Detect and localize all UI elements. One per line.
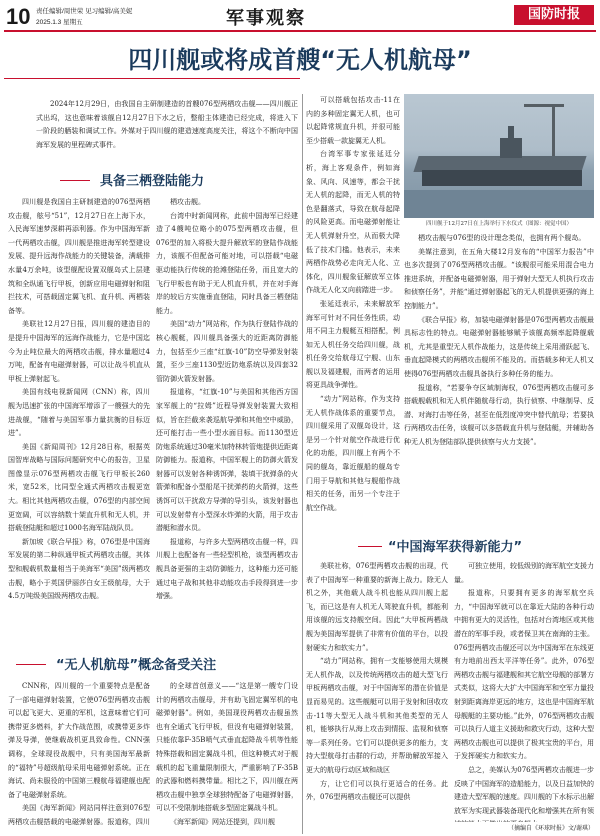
subhead-3: “中国海军获得新能力” [388, 540, 523, 555]
section1-col-d [404, 232, 594, 532]
subhead-rule [358, 546, 382, 547]
paragraph: 美媒注意到，在五角大楼12月发布的“中国军力报告”中也多次提到了076型两栖攻击舰。“该舰很可能采用混合电力推进系统，并配备电磁弹射器，用于弹射大型无人机执行攻击和侦察任务”，并能“通过弹射器起飞的无人机提供更强的海上控制能力”。 [404, 247, 594, 310]
section1-col-a [8, 196, 150, 612]
issue-date: 2025.1.3 星期五 [36, 19, 83, 26]
section1-col-b [156, 196, 298, 612]
paragraph: 美联社称，076型两栖攻击舰的出现，代表了中国海军一种重要的新海上战力。除无人机之外，其他载人战斗机也能从四川舰上起飞，而已这是有人机无人驾驶直升机，都能利用该舰的远支持舰空间。因此“大甲板两栖战舰为美国海军提供了非常有价值的平台，以投射硬实力和软实力”。 [306, 562, 448, 652]
paragraph: 张延廷表示，未来解放军海军可针对不同任务性质，动用不同主力舰艇互相搭配，例如无人机任务交给四川舰，战机任务交给航母辽宁舰、山东舰以及福建舰，而两者的运用将更具战争弹性。 [306, 299, 400, 390]
paragraph: 报道称，只要拥有更多的海军航空兵力，“中国海军就可以在靠近大陆的各种行动中拥有更大的灵活性，包括对台湾地区或其他潜在的军事手段，或者保卫其在南海的主张。076型两栖攻击舰还可以为中国海军在东线更有力地前出西太平洋等任务”。此外，076型两栖攻击舰与福建舰和其它航空母舰的部署方式类似，这将大大扩大中国海军和空军力量投射到距离海岸更远的地方，这也是中国海军航母舰艇的主要功能。”此外，076型两栖攻击舰可以执行人道主义援助和救灾行动，这种大型两栖攻击舰也可以提供了极其宝贵的平台，用于发挥硬实力和软实力。 [454, 589, 594, 761]
paragraph: 可独立使用，较低级别的海军航空支援力量。 [454, 562, 594, 584]
paragraph: 《联合早报》称，加装电磁弹射器是076型两栖攻击舰最具标志性的特点。电磁弹射器能够赋予该舰高频率起降舰载机，尤其是重型无人机作战能力，这是传统上采用滑跃起飞、垂直起降模式的两栖攻击舰所不能及的。而搭载多种无人机又使得076型两栖攻击舰具备执行多种任务的能力。 [404, 315, 594, 378]
photo-caption: 四川舰于12月27日在上海举行下水仪式（图源：视觉中国） [426, 221, 572, 227]
paragraph: 报道称，与许多大型两栖攻击舰一样，四川舰上也配备有一些轻型机枪，该型两栖攻击舰具备更强的主动防御能力，这种能力还可能通过电子战和其他非动能攻击手段得到进一步增强。 [156, 537, 298, 601]
ship-mast [508, 126, 514, 140]
editor-credits: 责任编辑/周世荣 见习编辑/高美妮 [36, 8, 133, 15]
column-divider [302, 94, 303, 834]
section3-col-c [306, 560, 448, 830]
crane-arm [524, 104, 564, 107]
header-rule [4, 30, 596, 32]
subhead-2: “无人机航母”概念备受关注 [56, 658, 217, 673]
paragraph: 报道称，“红旗-10”与美国和其他西方国家军舰上的“拉姆”近程导弹发射装置大致相似，旨在拦截来袭巡航导弹和其他空中威胁，还可能打击一些小型水面目标。而1130型近防炮系统通过30毫米加特林转管炮提供近距离防御能力。报道称，中国军舰上的防御火箭发射器可以发射各种诱饵弹，装填干扰弹条的火箭弹和配备小型船尾干扰弹药的火箭弹，这些诱饵可以干扰敌方导弹的导引头，该发射器也可以发射带有小型深水炸弹的火箭，用于攻击潜艇和潜水员。 [156, 388, 298, 533]
paragraph: 四川舰是我国自主研制建造的076型两栖攻击舰，舷号“51”，12月27日在上海下水，入民海军速梦深耕再添利器。作为中国海军新一代两栖攻击舰，四川舰是推进海军转型建设发展、提升远海作战能力的关键装备，满载排水量4万余吨，该型舰配设置双舰岛式上层建筑和全纵通飞行甲板，创新应用电磁弹射和阻拦技术，可搭载固定翼飞机、直升机、两栖装备等。 [8, 198, 150, 315]
headline-rule [4, 78, 300, 79]
paragraph: 方，让它们可以执行更适合的任务。此外，076型两栖攻击舰还可以提供 [306, 779, 448, 802]
paragraph: 总之，美媒认为076型两栖攻击舰进一步反映了中国海军的造船能力，以及日益加快的建造大型军舰的速度。四川舰的下水标示出解放军为实现武器装备现代化和增强其在所有领 [454, 765, 594, 815]
paragraph: 报道称，“若要争夺区域制海权，076型两栖攻击舰可多搭载舰载机和无人机伴随航母行动，执行侦察、中继制导、反潜、对海打击等任务，甚至在低烈度冲突中替代航母；若要执行两栖攻击任务，该舰可以多搭载直升机与登陆艇，并辅助各种无人机为登陆部队提供侦察与火力支援”。 [404, 383, 594, 446]
section2-col-a [8, 680, 150, 830]
page-number: 10 [6, 4, 31, 29]
subhead-rule [16, 664, 46, 665]
masthead-logo: 国防时报 [514, 5, 594, 25]
paragraph: 美国《海军新闻》网站同样注意到076型两栖攻击舰搭载的电磁弹射器。报道称，四川 [8, 804, 150, 826]
subhead-rule [60, 180, 90, 181]
lead-paragraph: 2024年12月29日，由我国自主研制建造的首艘076型两栖攻击舰——四川舰正式出坞，这也意味着该舰自12月27日下水之后，整船主体建造已经完成，将进入下一阶段的舾装和调试工作。外媒对于四川舰的建造速度高度关注，将这个不断向中国海军发展的里程碑式事件。 [36, 100, 298, 149]
paragraph: 的全球首创意义——“这是第一艘专门设计的两栖攻击舰母，并有助飞固定翼军机的电磁弹射器”。例如，美国现役两栖攻击舰虽然也有全通式飞行甲板，但没有电磁弹射装置，只能依靠F-35B喷气式垂直起降战斗机等性能特殊搭载和固定翼战斗机，但这种模式对于舰载机的起飞重量限制很大，严重影响了F-35B的武器和燃料携带量。相比之下，四川舰在两栖攻击舰中独享全球独特配备了电磁弹射器，可以不受限制地搭载多型固定翼战斗机。 [156, 682, 298, 813]
paragraph: 可以搭载包括攻击-11在内的多种固定翼无人机，也可以起降常规直升机，并很可能至少搭载一款旋翼无人机。 [306, 96, 400, 145]
paragraph: 美国有线电视新闻网（CNN）称，四川舰为迅速扩张的中国海军增添了一艘强大的先进战舰，“随着与美国军事力量抗衡的目标迈进”。 [8, 388, 150, 438]
paragraph: 台湾中时新闻网称，此前中国海军已经建造了4艘吨位略小的075型两栖攻击舰，但076型的加入将极大提升解放军的登陆作战能力，该舰不但配备可能对地，可以搭载“电磁驱动能执行传统的抢滩登陆任务，而且宽大的飞行甲板也有助于无人机直升机，并在对手海岸的较后方实施垂直登陆，同时具备三栖登陆能力。 [156, 211, 298, 315]
crane-mast [552, 104, 555, 160]
paragraph: “动力”网站称，拥有一支能够使用大规模无人机作战，以及传统两栖攻击的超大型飞行甲板两栖攻击舰，对于中国海军的潜在价值是显而易见的。这些舰艇可以用于发射和回收攻击-11等大型无人战斗机和其他类型的无人机，能够执行从海上攻击到情报、监视和侦察等一系列任务。它们可以提供更多的能力，支持大型航母打击群的行动，并帮助解放军接入更大的航母行动区域和战区 [306, 657, 448, 774]
headline: 四川舰或将成首艘“无人机航母” [128, 46, 472, 74]
paragraph: 美国《新闻周刊》12月28日称，根据英国智库战略与国际问题研究中心的报告，卫星图像显示076型两栖攻击舰飞行甲板长260米，宽52米，比同型全通式两栖攻击舰更宽大。相比其他两栖攻击舰，076型的内部空间更宽阔，可以容纳数十架直升机和无人机，并搭载登陆艇和超过1000名海军陆战队员。 [8, 442, 150, 533]
section3-col-d [454, 560, 594, 822]
subhead-1: 具备三栖登陆能力 [100, 174, 205, 189]
paragraph: 美联社12月27日报，四川舰的建造目的是提升中国海军的远海作战能力，它是中国迄今为止吨位最大的两栖攻击舰，排水量超过4万吨，配备有电磁弹射器，可以让战斗机直从甲板上弹射起飞。 [8, 320, 150, 383]
paragraph: 美国“动力”网站称，作为执行登陆作战的核心舰艇，四川舰具备强大的近距离防御能力，包括至少三座“红旗-10”防空导弹发射装置，至少三座1130型近防炮系统以及四套32管防御火箭发射器。 [156, 320, 298, 383]
paragraph: 栖攻击舰与076型的设计理念类似，也拥有两个舰岛。 [418, 234, 586, 242]
paragraph: CNN称，四川舰的一个重要特点是配备了一部电磁弹射装置，它使076型两栖攻击舰可以起飞更大、更重的军机，这意味着它们可携带更多燃料，扩大作战范围，或携带更多炸弹及导弹，使继载战机更具致命性。CNN强调称，全球现役战舰中，只有美国海军最新的“福特”号超级航母采用电磁弹射系统。正在海试、尚未服役的中国第三艘航母福建舰也配备了电磁弹射系统。 [8, 682, 150, 799]
ship-island [500, 138, 522, 158]
paragraph: 台湾军事专家张延廷分析，海上客观条件，例如海象、风向、风速等，都会干扰无人机的起降，而无人机的特色是翻落式，导致在航母起降的风险更高。而电磁弹射能让无人机弹射升空，从而极大降低了技术门槛。他表示，未来两栖作战势必走向无人化、立体化，四川舰象征解放军立体作战无人化又向前踏进一步。 [306, 150, 400, 295]
harbor-water [404, 190, 594, 218]
page-header [0, 0, 600, 34]
article-credit: （摘编自《环球时报》文/谢琪） [507, 825, 594, 832]
paragraph: 栖攻击舰。 [170, 198, 205, 206]
section-title: 军事观察 [226, 8, 306, 29]
paragraph: “动力”网站称，作为支持无人机作战体系的重要节点，四川舰采用了双舰岛设计，这是另一个针对航空作战进行优化的功能，四川舰上有两个不同的舰岛，靠近舰船的舰岛专门用于导航和其他与舰船作战相关的任务，而另一个专注于航空作战。 [306, 395, 400, 512]
ship-hull [422, 170, 582, 186]
section2-col-b [156, 680, 298, 830]
section1-col-c [306, 94, 400, 514]
paragraph: 《海军新闻》网站还提到，四川舰 [170, 817, 275, 826]
ship-photo [404, 94, 594, 218]
paragraph: 新加坡《联合早报》称，076型是中国海军发展的第二种纵通甲板式两栖攻击舰，其体型和舰载机数量相当于美海军“美国”级两栖攻击舰，略小于英国伊丽莎白女王级航母，大于4.5万吨级美国级两栖攻击舰。 [8, 537, 150, 601]
